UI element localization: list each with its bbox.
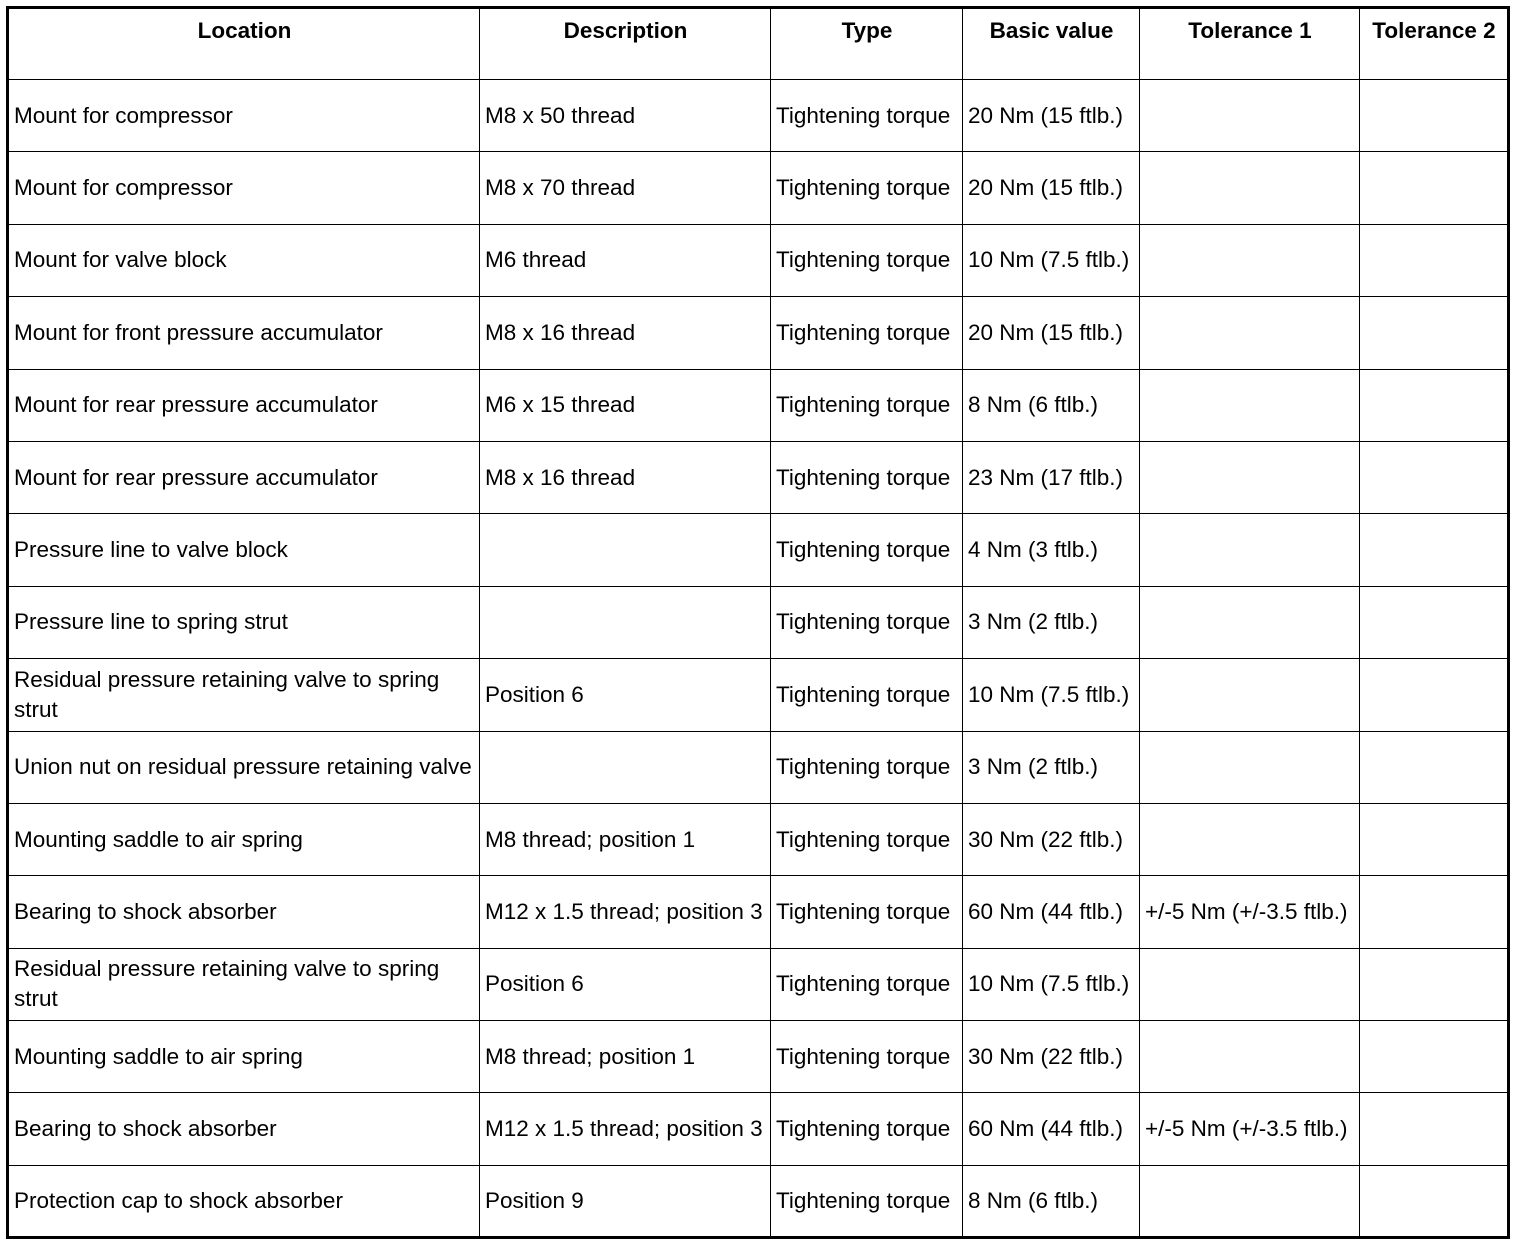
cell-type: Tightening torque [771,948,963,1020]
cell-type: Tightening torque [771,514,963,586]
cell-basic-value: 3 Nm (2 ftlb.) [963,586,1140,658]
cell-description: M8 thread; position 1 [480,803,771,875]
cell-location: Mount for valve block [8,224,480,296]
cell-tolerance-2 [1360,224,1509,296]
cell-tolerance-2 [1360,803,1509,875]
cell-basic-value: 8 Nm (6 ftlb.) [963,1165,1140,1237]
cell-tolerance-1 [1140,152,1360,224]
cell-tolerance-1 [1140,80,1360,152]
table-row [8,1093,1509,1165]
cell-type: Tightening torque [771,369,963,441]
cell-tolerance-1 [1140,224,1360,296]
cell-location: Mount for front pressure accumulator [8,297,480,369]
cell-tolerance-2 [1360,731,1509,803]
cell-tolerance-2 [1360,1165,1509,1237]
cell-location: Residual pressure retaining valve to spring strut [8,948,480,1020]
cell-basic-value: 30 Nm (22 ftlb.) [963,1021,1140,1093]
cell-basic-value: 10 Nm (7.5 ftlb.) [963,659,1140,731]
cell-location: Bearing to shock absorber [8,1093,480,1165]
cell-location: Mount for compressor [8,80,480,152]
cell-tolerance-2 [1360,1021,1509,1093]
table-body [8,80,1509,1238]
table-row [8,731,1509,803]
cell-basic-value: 3 Nm (2 ftlb.) [963,731,1140,803]
table-row [8,1165,1509,1237]
cell-description: M8 x 70 thread [480,152,771,224]
cell-location: Protection cap to shock absorber [8,1165,480,1237]
header-row [8,8,1509,80]
cell-description [480,586,771,658]
cell-type: Tightening torque [771,1093,963,1165]
header-tolerance-1: Tolerance 1 [1140,8,1360,80]
cell-tolerance-2 [1360,659,1509,731]
cell-basic-value: 10 Nm (7.5 ftlb.) [963,224,1140,296]
cell-basic-value: 20 Nm (15 ftlb.) [963,297,1140,369]
table-row [8,659,1509,731]
cell-tolerance-1 [1140,369,1360,441]
table-row [8,1021,1509,1093]
cell-tolerance-1 [1140,297,1360,369]
cell-tolerance-2 [1360,948,1509,1020]
cell-tolerance-1 [1140,659,1360,731]
table-row [8,224,1509,296]
cell-tolerance-1 [1140,731,1360,803]
cell-tolerance-2 [1360,1093,1509,1165]
cell-location: Mounting saddle to air spring [8,1021,480,1093]
cell-basic-value: 30 Nm (22 ftlb.) [963,803,1140,875]
cell-description: M6 thread [480,224,771,296]
header-type: Type [771,8,963,80]
cell-tolerance-1 [1140,803,1360,875]
table-row [8,876,1509,948]
cell-tolerance-2 [1360,586,1509,658]
cell-basic-value: 4 Nm (3 ftlb.) [963,514,1140,586]
cell-location: Union nut on residual pressure retaining valve [8,731,480,803]
cell-basic-value: 8 Nm (6 ftlb.) [963,369,1140,441]
cell-description: Position 6 [480,948,771,1020]
cell-basic-value: 23 Nm (17 ftlb.) [963,441,1140,513]
header-location: Location [8,8,480,80]
cell-location: Mounting saddle to air spring [8,803,480,875]
cell-location: Bearing to shock absorber [8,876,480,948]
cell-description [480,731,771,803]
cell-tolerance-1: +/-5 Nm (+/-3.5 ftlb.) [1140,876,1360,948]
cell-description [480,514,771,586]
cell-tolerance-2 [1360,80,1509,152]
table-row [8,948,1509,1020]
cell-description: M12 x 1.5 thread; position 3 [480,1093,771,1165]
cell-location: Mount for rear pressure accumulator [8,369,480,441]
cell-type: Tightening torque [771,803,963,875]
cell-description: Position 9 [480,1165,771,1237]
table-row [8,369,1509,441]
cell-type: Tightening torque [771,224,963,296]
cell-location: Pressure line to spring strut [8,586,480,658]
cell-location: Pressure line to valve block [8,514,480,586]
cell-tolerance-1 [1140,514,1360,586]
cell-type: Tightening torque [771,876,963,948]
cell-tolerance-1 [1140,441,1360,513]
table-row [8,80,1509,152]
header-description: Description [480,8,771,80]
table-row [8,441,1509,513]
cell-type: Tightening torque [771,1165,963,1237]
cell-basic-value: 20 Nm (15 ftlb.) [963,80,1140,152]
cell-type: Tightening torque [771,441,963,513]
cell-type: Tightening torque [771,1021,963,1093]
cell-description: M8 x 16 thread [480,297,771,369]
cell-description: M8 x 16 thread [480,441,771,513]
cell-location: Mount for compressor [8,152,480,224]
cell-tolerance-1 [1140,1021,1360,1093]
cell-tolerance-1 [1140,586,1360,658]
cell-type: Tightening torque [771,659,963,731]
cell-type: Tightening torque [771,152,963,224]
cell-basic-value: 10 Nm (7.5 ftlb.) [963,948,1140,1020]
table-row [8,586,1509,658]
table-row [8,803,1509,875]
cell-tolerance-1 [1140,948,1360,1020]
cell-type: Tightening torque [771,80,963,152]
cell-description: M8 thread; position 1 [480,1021,771,1093]
table-row [8,297,1509,369]
header-tolerance-2: Tolerance 2 [1360,8,1509,80]
cell-description: M12 x 1.5 thread; position 3 [480,876,771,948]
torque-spec-table [6,6,1510,1239]
cell-tolerance-2 [1360,297,1509,369]
cell-tolerance-2 [1360,876,1509,948]
cell-description: Position 6 [480,659,771,731]
cell-type: Tightening torque [771,297,963,369]
header-basic-value: Basic value [963,8,1140,80]
cell-type: Tightening torque [771,731,963,803]
cell-tolerance-2 [1360,441,1509,513]
cell-description: M8 x 50 thread [480,80,771,152]
cell-basic-value: 60 Nm (44 ftlb.) [963,876,1140,948]
cell-tolerance-2 [1360,152,1509,224]
cell-basic-value: 20 Nm (15 ftlb.) [963,152,1140,224]
table-row [8,514,1509,586]
cell-description: M6 x 15 thread [480,369,771,441]
cell-basic-value: 60 Nm (44 ftlb.) [963,1093,1140,1165]
table-row [8,152,1509,224]
cell-type: Tightening torque [771,586,963,658]
cell-tolerance-2 [1360,514,1509,586]
cell-location: Residual pressure retaining valve to spring strut [8,659,480,731]
cell-tolerance-2 [1360,369,1509,441]
cell-tolerance-1 [1140,1165,1360,1237]
cell-location: Mount for rear pressure accumulator [8,441,480,513]
cell-tolerance-1: +/-5 Nm (+/-3.5 ftlb.) [1140,1093,1360,1165]
